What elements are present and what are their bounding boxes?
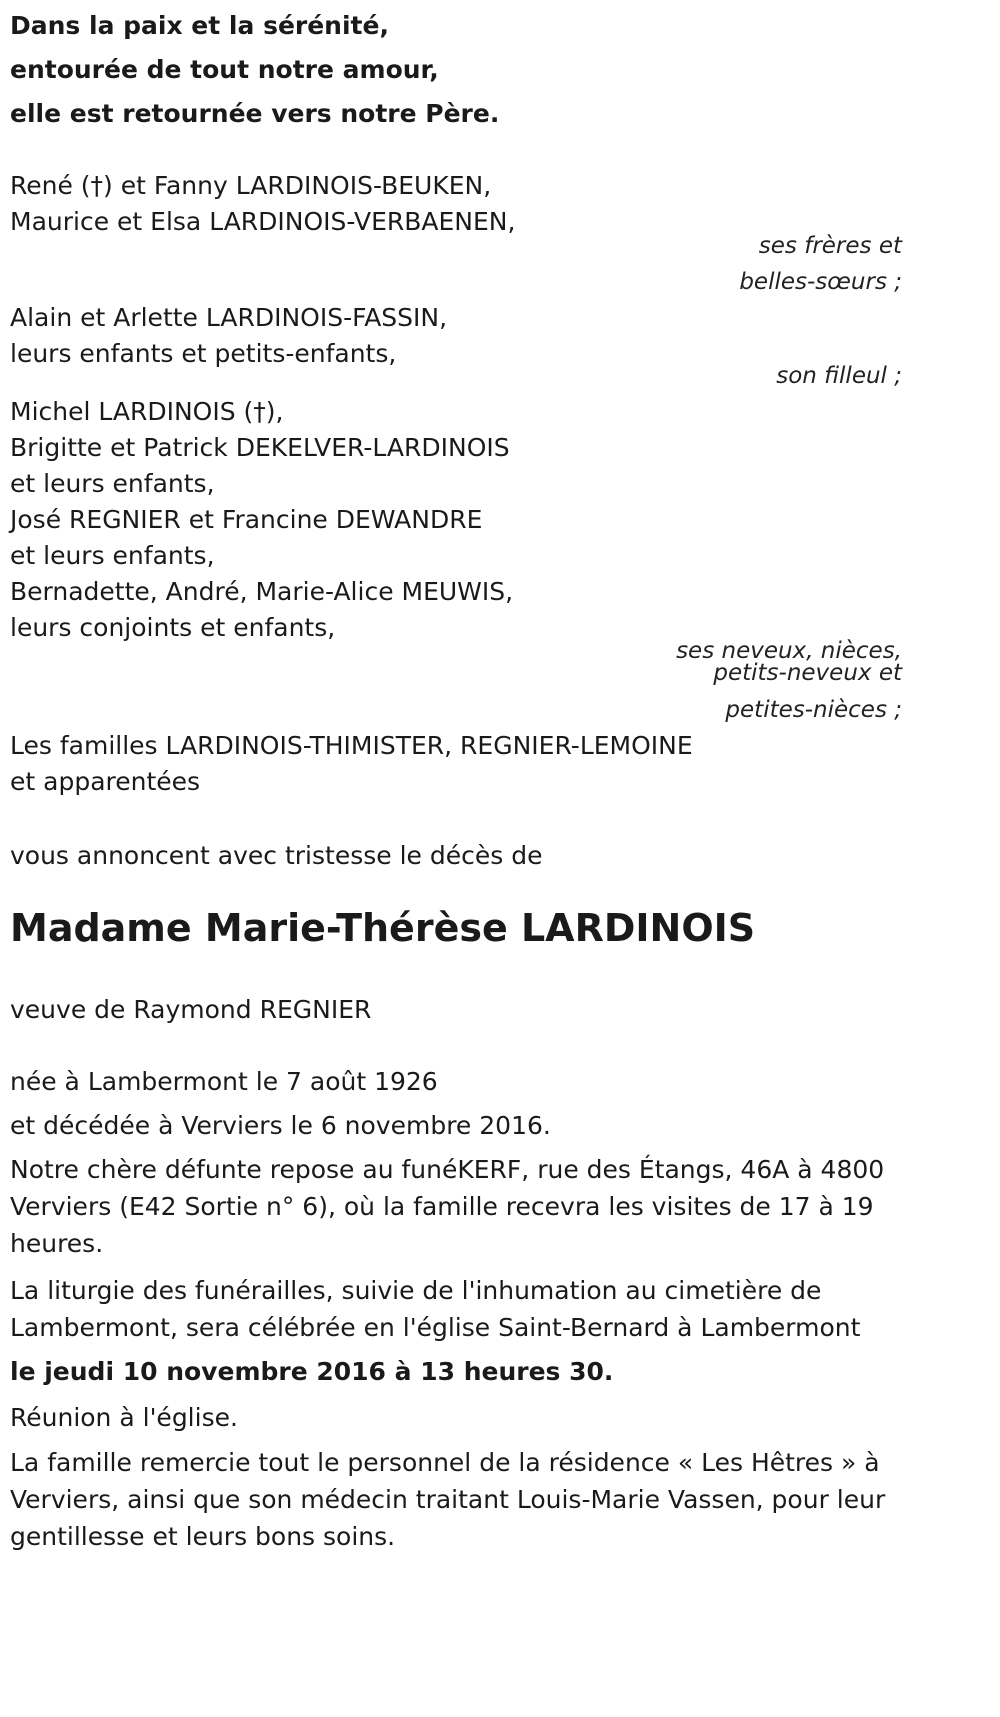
deceased-name: Madame Marie-Thérèse LARDINOIS xyxy=(10,906,756,950)
family-line: et leurs enfants, xyxy=(10,469,215,498)
liturgy-paragraph: La liturgie des funérailles, suivie de l'inhumation au cimetière de Lambermont, sera célébrée en l'église Saint-Bernard à Lambermont xyxy=(10,1276,861,1342)
family-line: José REGNIER et Francine DEWANDRE xyxy=(10,505,483,534)
relation-label: son filleul ; xyxy=(776,363,902,389)
meeting-info: Réunion à l'église. xyxy=(10,1403,238,1432)
family-line: leurs enfants et petits-enfants, xyxy=(10,339,397,368)
family-line: et apparentées xyxy=(10,767,201,796)
relation-label: petits-neveux et xyxy=(713,660,902,686)
family-line: et leurs enfants, xyxy=(10,541,215,570)
thanks-paragraph: La famille remercie tout le personnel de la résidence « Les Hêtres » à Verviers, ainsi que son médecin traitant Louis-Marie Vassen, pour leur gentillesse et leurs bons soins. xyxy=(10,1448,886,1551)
family-line: Les familles LARDINOIS-THIMISTER, REGNIER-LEMOINE xyxy=(10,731,693,760)
intro-line-3: elle est retournée vers notre Père. xyxy=(10,99,500,128)
birth-info: née à Lambermont le 7 août 1926 xyxy=(10,1067,438,1096)
announcement: vous annoncent avec tristesse le décès de xyxy=(10,841,543,870)
intro-line-2: entourée de tout notre amour, xyxy=(10,55,439,84)
death-info: et décédée à Verviers le 6 novembre 2016. xyxy=(10,1111,551,1140)
relation-label: ses frères et xyxy=(758,233,902,259)
relation-label: belles-sœurs ; xyxy=(739,269,902,295)
family-line: Michel LARDINOIS (†), xyxy=(10,397,284,426)
family-line: Alain et Arlette LARDINOIS-FASSIN, xyxy=(10,303,448,332)
repose-paragraph: Notre chère défunte repose au funéKERF, rue des Étangs, 46A à 4800 Verviers (E42 Sortie n° 6), où la famille recevra les visites de 17 à 19 heures. xyxy=(10,1155,885,1258)
widow-of: veuve de Raymond REGNIER xyxy=(10,995,372,1024)
relation-label: petites-nièces ; xyxy=(725,697,902,723)
family-line: Bernadette, André, Marie-Alice MEUWIS, xyxy=(10,577,514,606)
family-line: leurs conjoints et enfants, xyxy=(10,613,336,642)
family-line: Maurice et Elsa LARDINOIS-VERBAENEN, xyxy=(10,207,516,236)
relation-label: ses neveux, nièces, xyxy=(676,638,902,664)
ceremony-date: le jeudi 10 novembre 2016 à 13 heures 30. xyxy=(10,1357,614,1386)
intro-line-1: Dans la paix et la sérénité, xyxy=(10,11,389,40)
family-line: Brigitte et Patrick DEKELVER-LARDINOIS xyxy=(10,433,510,462)
family-line: René (†) et Fanny LARDINOIS-BEUKEN, xyxy=(10,171,492,200)
